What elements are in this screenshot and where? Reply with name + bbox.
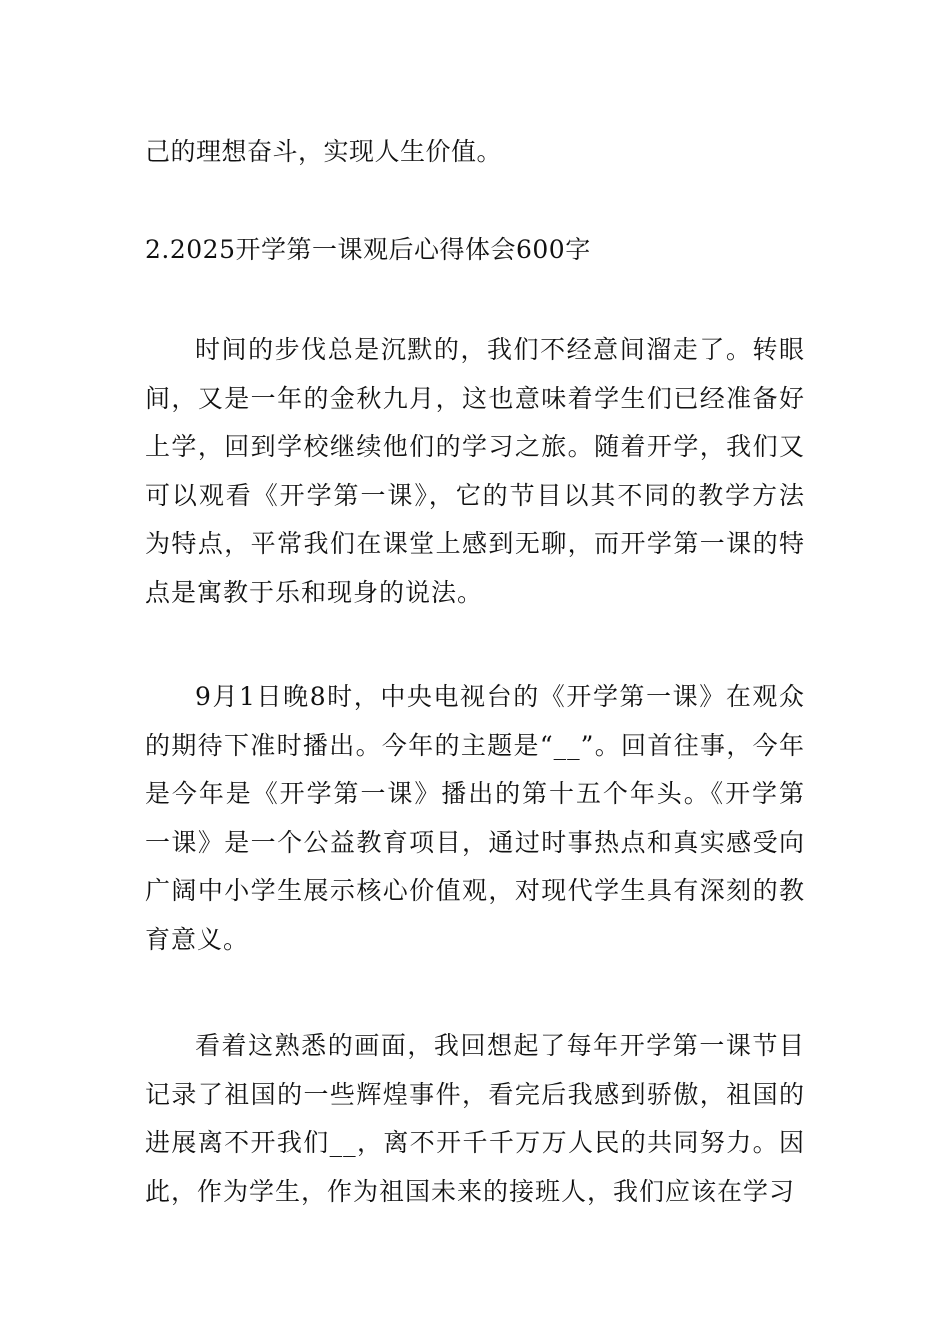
paragraph-1: 时间的步伐总是沉默的，我们不经意间溜走了。转眼间，又是一年的金秋九月，这也意味着学生们已经准备好上学，回到学校继续他们的学习之旅。随着开学，我们又可以观看《开学第一课》，它的节目以其不同的教学方法为特点，平常我们在课堂上感到无聊，而开学第一课的特点是寓教于乐和现身的说法。	[145, 335, 805, 607]
paragraph-3: 看着这熟悉的画面，我回想起了每年开学第一课节目记录了祖国的一些辉煌事件，看完后我感到骄傲，祖国的进展离不开我们__，离不开千千万万人民的共同努力。因此，作为学生，作为祖国未来的接班人，我们应该在学习	[145, 1031, 805, 1206]
paragraph-2: 9月1日晚8时，中央电视台的《开学第一课》在观众的期待下准时播出。今年的主题是“__”。回首往事，今年是今年是《开学第一课》播出的第十五个年头。《开学第一课》是一个公益教育项目，通过时事热点和真实感受向广阔中小学生展示核心价值观，对现代学生具有深刻的教育意义。	[145, 682, 805, 954]
section-heading: 2.2025开学第一课观后心得体会600字	[145, 235, 591, 264]
continuation-line: 己的理想奋斗，实现人生价值。	[145, 137, 503, 166]
